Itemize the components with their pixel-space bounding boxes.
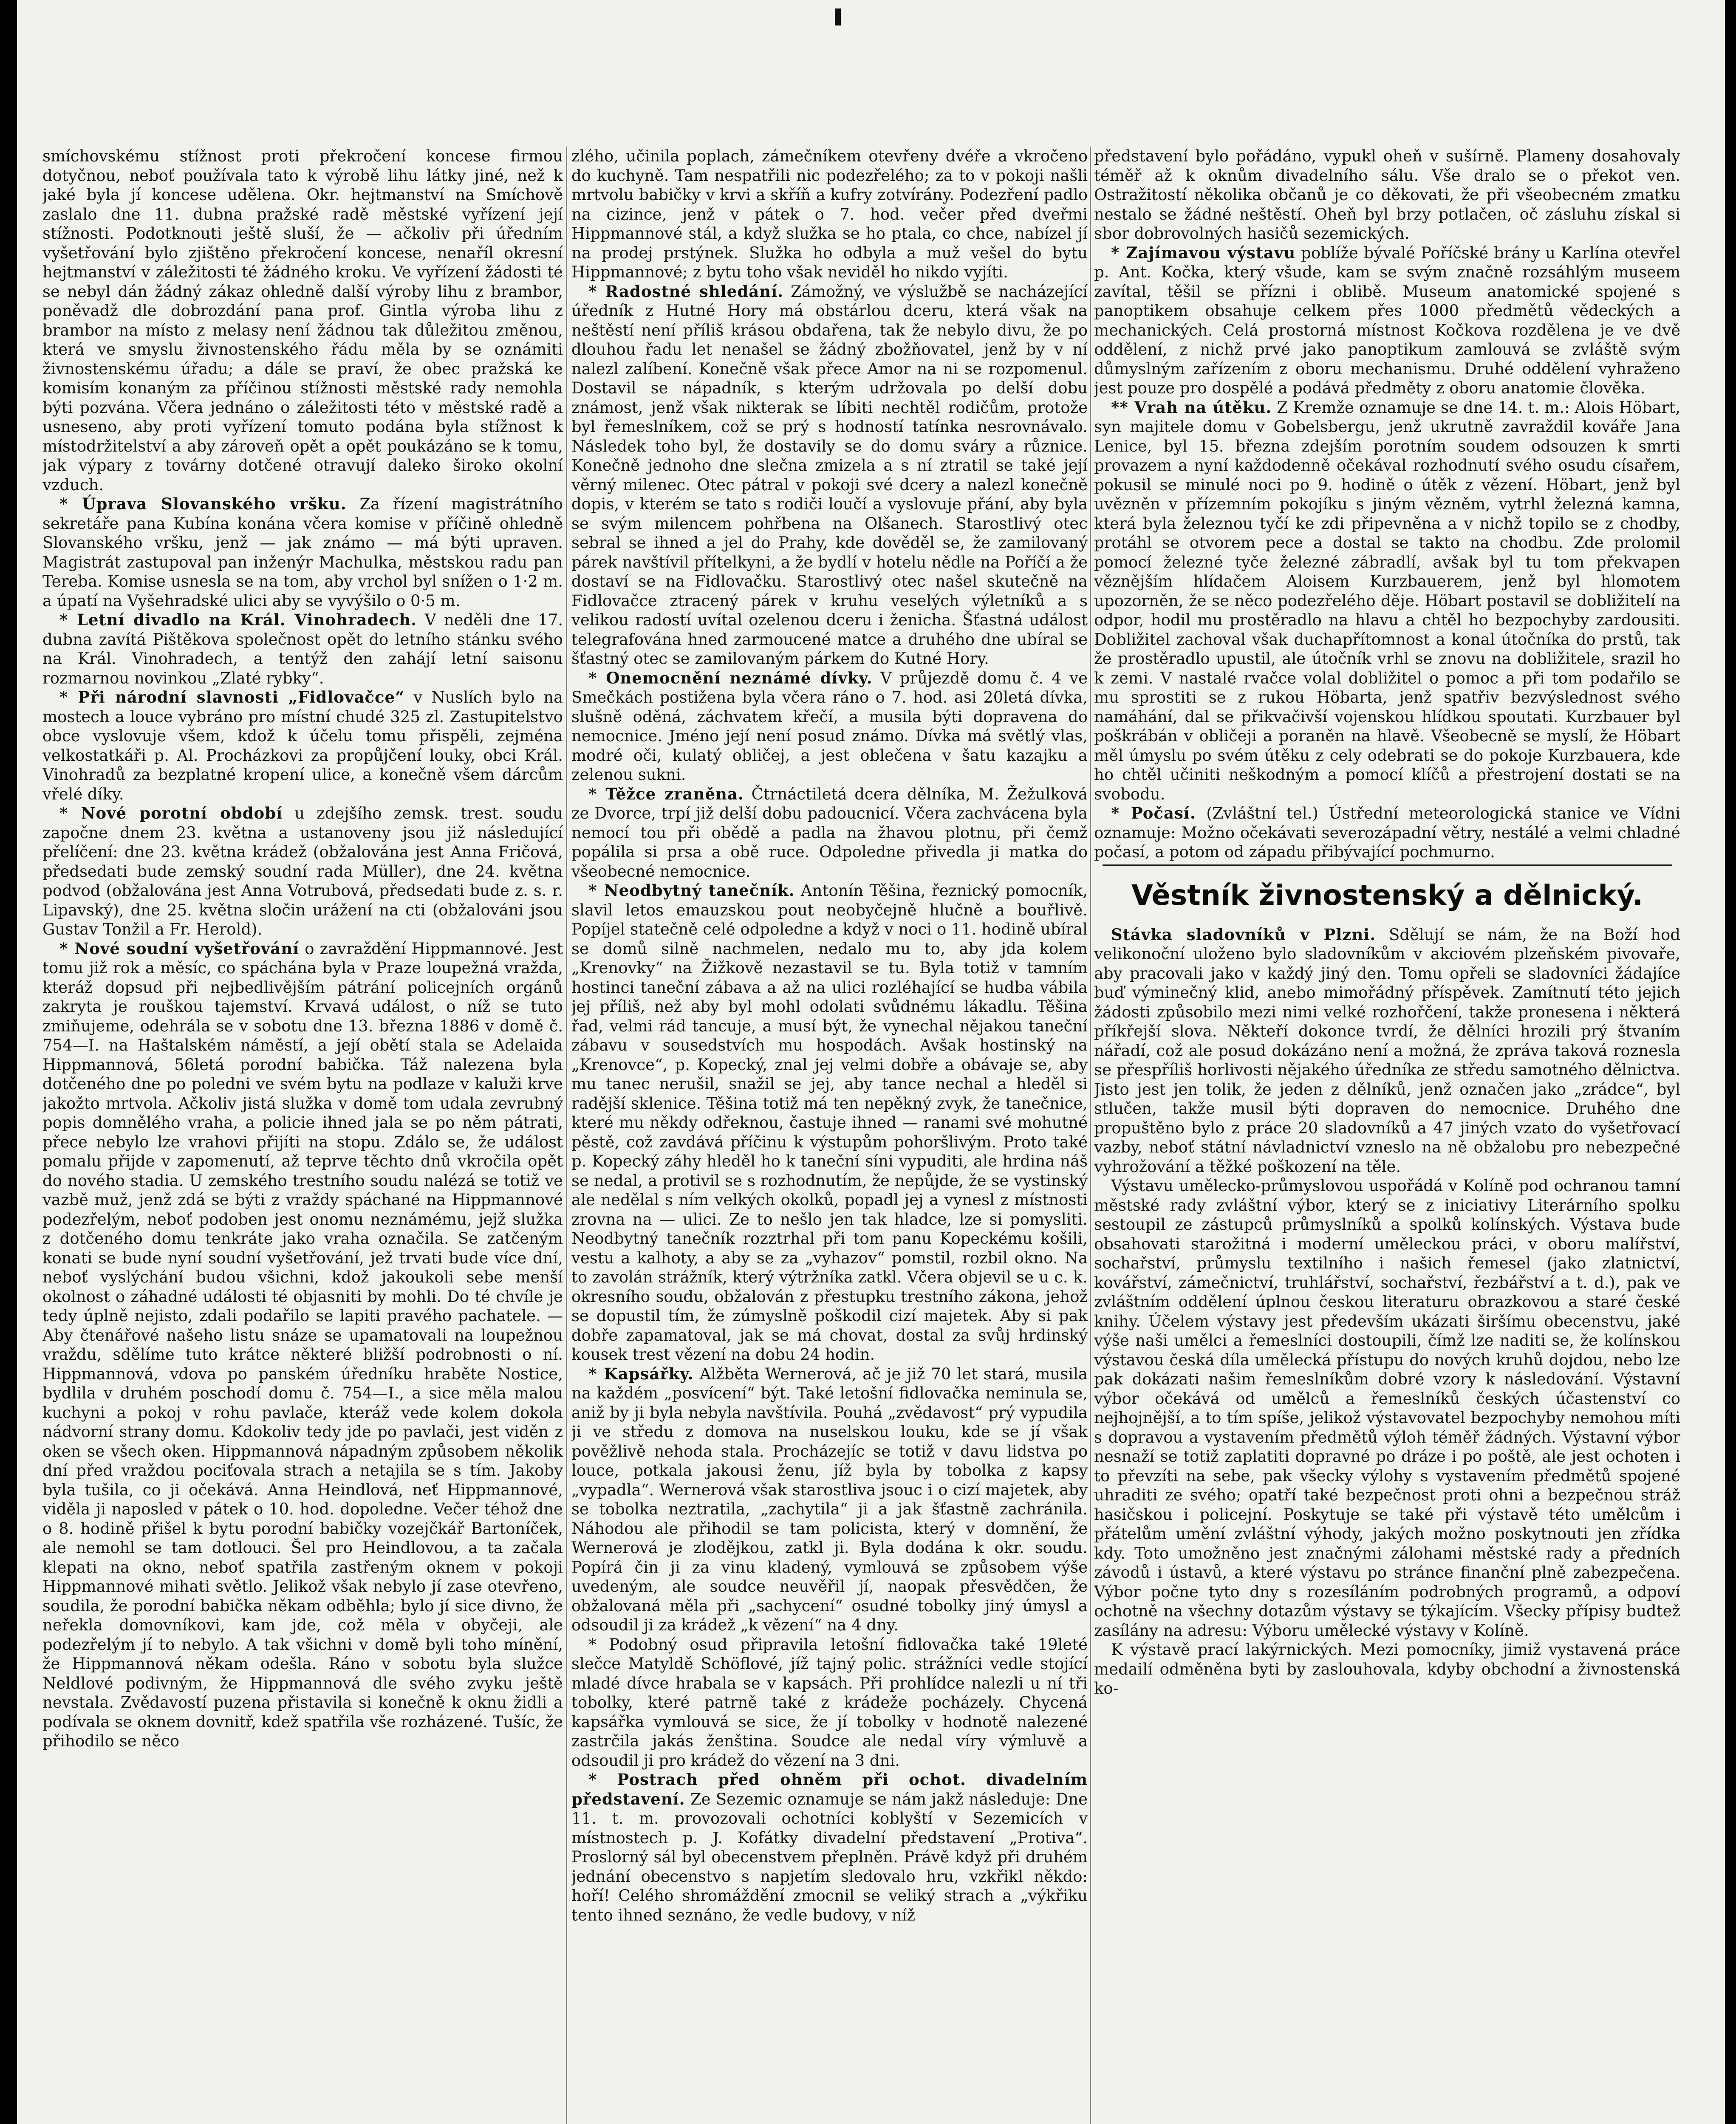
article-lead: * Počasí.	[1111, 804, 1196, 822]
article-lead: ** Vrah na útěku.	[1111, 398, 1272, 417]
article-text: v Nuslích bylo na mostech a louce vybráno pro místní chudé 325 zl. Zastupitelstvo obce vyslovuje všem, kdož k účelu tomu přispěli, zejména velkostatkáři p. Al. Procházkovi za propůjčení louky, obci Král. Vinohradů za bezplatné kropení ulice, a konečně všem dárcům vřelé díky.	[42, 688, 563, 803]
article-paragraph	[1094, 1640, 1680, 1698]
section-heading: Věstník živnostenský a dělnický.	[1131, 878, 1643, 912]
article-text: K výstavě prací lakýrnických. Mezi pomocníky, jimiž vystavená práce medailí odměněna byti by zaslouhovala, kdyby obchodní a živnostenská ko-	[1094, 1641, 1680, 1698]
newspaper-page	[17, 0, 1725, 2124]
article-text: Čtrnáctiletá dcera dělníka, M. Žežulková ze Dvorce, trpí již delší dobu padoucnicí. Včera zachvácena byla nemocí tou při obědě a padla na žhavou plotnu, při čemž popálila si prsa a obě ruce. Odpoledne přivedla ji matka do všeobecné nemocnice.	[571, 785, 1088, 881]
column-rule	[566, 147, 567, 2124]
article-lead: * Zajímavou výstavu	[1111, 243, 1296, 262]
article-text: smíchovskému stížnost proti překročení koncese firmou dotyčnou, neboť používala tato k výrobě lihu látky jiné, než k jaké byla jí koncese udělena. Okr. hejtmanství na Smíchově zaslalo dne 11. dubna pražské radě městské vyřízení její stížnosti. Podotknouti ještě sluší, že — ačkoliv při úředním vyšetřování bylo zjištěno překročení koncese, nenaříl okresní hejtmanství v záležitosti té žádného kroku. Ve vyřízení žádosti té se nebyl dán žádný zákaz ohledně další výroby lihu z brambor, poněvadž dle dobrozdání pana prof. Gintla výroba lihu z brambor na místo z melasy není žádnou tak důležitou změnou, která ve smyslu živnostenského řádu měla by se oznámiti živnostenskému úřadu; a dále se praví, že obec pražská ke komisím konaným za příčinou stížnosti městské rady nemohla býti pozvána. Včera jednáno o záležitosti této v městské radě a usneseno, aby proti vyřízení tomuto podána byla stížnost k místodržitelství a aby zároveň opět a opět poukázáno se k tomu, jak výpary z továrny dotčené otravují daleko široko okolní vzduch.	[42, 147, 563, 494]
article-text: Sdělují se nám, že na Boží hod velikonoční uloženo bylo sladovníkům v akciovém plzeňském pivovaře, aby pracovali jako v každý jiný den. Tomu opřeli se sladovníci žádajíce buď výminečný klid, anebo mimořádný příspěvek. Zamítnutí této jejich žádosti způsobilo mezi nimi velké rozhořčení, takže pronesena i některá příkřejší slova. Někteří dokonce tvrdí, že dělníci hrozili prý štvaním nářadí, což ale posud dokázáno není a možná, že zpráva taková roznesla se přespříliš horlivosti nějakého úředníka ze středu samotného dělnictva. Jisto jest jen tolik, že jeden z dělníků, jenž označen jako „zrádce“, byl stlučen, takže musil býti dopraven do nemocnice. Druhého dne propuštěno bylo z práce 20 sladovníků a 47 jiných vzato do vyšetřovací vazby, neboť státní návladnictví vzneslo na ně obžalobu pro nebezpečné vyhrožování a těžké poškození na těle.	[1094, 925, 1680, 1176]
article-paragraph	[1094, 925, 1680, 1177]
article-paragraph	[571, 282, 1088, 669]
page-speck	[835, 8, 841, 25]
article-lead: * Nové porotní období	[59, 804, 283, 822]
article-lead: Stávka sladovníků v Plzni.	[1111, 925, 1376, 944]
article-lead: * Při národní slavnosti „Fidlovačce“	[59, 688, 405, 706]
article-text: zlého, učinila poplach, zámečníkem otevřeny dvéře a vkročeno do kuchyně. Tam nespatřili nic podezřelého; za to v pokoji našli mrtvolu babičky v krvi a skříň a kufry zotvírány. Podezření padlo na cizince, jenž v pátek o 7. hod. večer před dveřmi Hippmannové stál, a když služka se ho ptala, co chce, nabízel jí na prodej prstýnek. Služka ho odbyla a muž vešel do bytu Hippmannové; z bytu toho však neviděl ho nikdo vyjíti.	[571, 147, 1088, 281]
article-text: poblíže bývalé Poříčské brány u Karlína otevřel p. Ant. Kočka, který všude, kam se svým značně rozsáhlým museem zavítal, těšil se přízni i oblibě. Museum anatomické spojené s panoptikem obsahuje celkem přes 1000 předmětů vědeckých a mechanických. Celá prostorná místnost Kočkova rozdělena je ve dvě oddělení, z nichž prvé jako panoptikum zamlouvá se zvláště svým důmyslným zařízením z oboru mechanismu. Druhé oddělení vyhraženo jest pouze pro dospělé a podává předměty z oboru anatomie člověka.	[1094, 243, 1680, 397]
article-text: * Podobný osud připravila letošní fidlovačka také 19leté slečce Matyldě Schöflové, jíž tajný polic. strážníci vedle stojící mladé dívce hrabala se v kapsách. Při prohlídce nalezli u ní tři tobolky, které patrně také z krádeže pocházely. Chycená kapsářka vymlouvá se sice, že jí tobolky v hodnotě nalezené zastrčila jakás ženština. Soudce ale nedal víry výmluvě a odsoudil ji pro krádež do vězení na 3 dni.	[571, 1635, 1088, 1770]
article-paragraph	[42, 147, 563, 494]
column-2	[571, 147, 1088, 2124]
article-paragraph	[42, 939, 563, 1751]
section-rule	[1103, 864, 1672, 866]
article-paragraph	[571, 785, 1088, 881]
article-text: u zdejšího zemsk. trest. soudu započne dnem 23. května a ustanoveny jsou již následující přelíčení: dne 23. května krádež (obžalována jest Anna Fričová, předsedati bude zemský soudní rada Müller), dne 24. května podvod (obžalována jest Anna Votrubová, předsedati bude z. s. r. Lipavský), dne 25. května sločin urážení na cti (obžalováni jsou Gustav Tonžil a Fr. Herold).	[42, 804, 563, 938]
article-paragraph	[42, 688, 563, 804]
article-text: Zámožný, ve výslužbě se nacházející úředník z Hutné Hory má obstárlou dceru, která však na neštěstí není příliš krásou obdařena, tak že nebylo divu, že po dlouhou řadu let nenašel se žádný zbožňovatel, jenž by v ní nalezl zalíbení. Konečně však přece Amor na ni se rozpomenul. Dostavil se nápadník, s kterým udržovala po delší dobu známost, jenž však nikterak se líbiti nechtěl rodičům, protože byl řemeslníkem, což se prý s hodností tatínka nesrovnávalo. Následek toho byl, že dostavily se do domu sváry a různice. Konečně jednoho dne slečna zmizela a s ní ztratil se také její věrný milenec. Otec pátral v pokoji své dcery a nalezl konečně dopis, v kterém se tato s rodiči loučí a vyslovuje přání, aby byla se svým milencem pohřbena na Olšanech. Starostlivý otec sebral se ihned a jel do Prahy, kde dověděl se, že zamilovaný párek navštívil přítelkyni, a že bydlí v hotelu nědle na Poříčí a že dostaví se na Fidlovačku. Starostlivý otec našel skutečně na Fidlovačce ztracený párek v kruhu veselých výletníků a s velikou radostí uvítal ozelenou dceru i ženicha. Šťastná událost telegrafována hned zarmoucené matce a druhého dne ubíral se šťastný otec se zamilovaným párkem do Kutné Hory.	[571, 282, 1088, 668]
column-3	[1094, 147, 1680, 2124]
article-lead: * Letní divadlo na Král. Vinohradech.	[59, 610, 417, 629]
article-text: (Zvláštní tel.) Ústřední meteorologická stanice ve Vídni oznamuje: Možno očekávati severozápadní větry, nestálé a velmi chladné počasí, a potom od západu přibývající pochmurno.	[1094, 804, 1680, 861]
article-text: představení bylo pořádáno, vypukl oheň v sušírně. Plameny dosahovaly téměř až k oknům divadelního sálu. Vše dralo se o překot ven. Ostražitostí několika občanů je co děkovati, že při všeobecném zmatku nestalo se žádné neštěstí. Oheň byl brzy potlačen, oč zásluhu získal si sbor dobrovolných hasičů sezemických.	[1094, 147, 1680, 243]
article-paragraph	[1094, 147, 1680, 243]
article-text: V neděli dne 17. dubna zavítá Pištěkova společnost opět do letního stánku svého na Král. Vinohradech, a tentýž den zahájí letní saisonu rozmarnou novinkou „Zlaté rybky“.	[42, 611, 563, 687]
article-paragraph	[571, 1364, 1088, 1635]
article-text: Alžběta Wernerová, ač je již 70 let stará, musila na každém „posvícení“ být. Také letošní fidlovačka neminula se, aniž by ji byla nebyla navštívila. Pouhá „zvědavost“ prý vypudila ji ve středu z domova na nuselskou louku, kde se jí však pověžlivě nehoda stala. Procházejíc se totiž v davu lidstva po louce, potkala jakousi ženu, jíž byla by tobolka z kapsy „vypadla“. Wernerová však starostliva jsouc i o cizí majetek, aby se tobolka neztratila, „zachytila“ ji a jak šťastně zachránila. Náhodou ale přihodil se tam policista, který v domnění, že Wernerová je zlodějkou, zatkl ji. Byla dodána k okr. soudu. Popírá čin ji za vinu kladený, vymlouvá se způsobem výše uvedeným, ale soudce neuvěřil jí, naopak přesvědčen, že obžalovaná měla při „sachycení“ osudné tobolky jiný úmysl a odsoudil ji za krádež „k vězení“ na 4 dny.	[571, 1364, 1088, 1634]
article-text: V průjezdě domu č. 4 ve Smečkách postižena byla včera ráno o 7. hod. asi 20letá dívka, slušně oděná, záchvatem křečí, a musila býti dopravena do nemocnice. Jméno její není posud známo. Dívka má světlý vlas, modré oči, kulatý obličej, a jest oblečena v šatu kazajku a zelenou sukni.	[571, 669, 1088, 784]
article-paragraph	[1094, 398, 1680, 804]
article-paragraph	[1094, 1176, 1680, 1640]
article-paragraph	[42, 804, 563, 939]
article-lead: * Kapsářky.	[588, 1364, 694, 1383]
article-text: Antonín Těšina, řeznický pomocník, slavil letos emauzskou pout neobyčejně hlučně a bouřlivě. Popíjel statečně celé odpoledne a když v noci o 11. hodině ubíral se domů silně nachmelen, nedalo mu to, aby jda kolem „Krenovky“ na Žižkově nezastavil se tu. Byla totiž v tamním hostinci taneční zábava a až na ulici rozléhající se hudba vábila jej příliš, než aby byl mohl odolati svůdnému lákadlu. Těšina řad, velmi rád tancuje, a musí být, že vynechal nějakou taneční zábavu v sousedstvích mu hospodách. Avšak hostinský na „Krenovce“, p. Kopecký, znal jej velmi dobře a obávaje se, aby mu tanec nerušil, snažil se jej, aby tance nechal a hleděl si radější sklenice. Těšina totiž má ten nepěkný zvyk, že tanečnice, které mu někdy odřeknou, častuje ihned — ranami své mohutné pěstě, což zavdává příčinu k výstupům pohoršlivým. Proto také p. Kopecký záhy hleděl ho k taneční síni vypuditi, ale hrdina náš se nedal, a protivil se s rozhodnutím, že nepůjde, že se vystinský ale nedělal s ním velkých okolků, popadl jej a vynesl z místnosti zrovna na — ulici. Ze to nešlo jen tak hladce, lze si pomysliti. Neodbytný tanečník rozztrhal při tom panu Kopeckému košili, vestu a kalhoty, a aby se za „vyhazov“ pomstil, rozbil okno. Na to zavolán strážník, který výtržníka zatkl. Včera objevil se u c. k. okresního soudu, obžalován z přestupku trestního zákona, jehož se dopustil tím, že zúmyslně poškodil cizí majetek. Aby si pak dobře zapamatoval, jak se má chovat, dostal za svůj hrdinský kousek trest vězení na dobu 24 hodin.	[571, 881, 1088, 1364]
article-lead: * Neodbytný tanečník.	[588, 881, 795, 900]
article-text: Ze Sezemic oznamuje se nám jakž následuje: Dne 11. t. m. provozovali ochotníci koblyští v Sezemicích v místnostech p. J. Kofátky divadelní představení „Protiva“. Proslorný sál byl obecenstvem přeplněn. Právě když při druhém jednání obecenstvo s napjetím sledovalo hru, vzkřikl někdo: hoří! Celého shromáždění zmocnil se veliký strach a „výkřiku tento ihned seznáno, že vedle budovy, v níž	[571, 1790, 1088, 1924]
article-lead: * Nové soudní vyšetřování	[59, 939, 300, 958]
article-lead: * Postrach před ohněm při ochot. divadelním představení.	[571, 1770, 1088, 1808]
article-paragraph	[571, 147, 1088, 282]
article-paragraph	[571, 881, 1088, 1364]
column-1	[42, 147, 563, 2124]
article-text: Za řízení magistrátního sekretáře pana Kubína konána včera komise v příčině ohledně Slovanského vršku, jenž — jak známo — má býti upraven. Magistrát zastupoval pan inženýr Machulka, městskou radu pan Tereba. Komise usnesla se na tom, aby vrchol byl snížen o 1·2 m. a úpatí na Vyšehradské ulici aby se vyvýšilo o 0·5 m.	[42, 495, 563, 610]
article-text: o zavraždění Hippmannové. Jest tomu již rok a měsíc, co spáchána byla v Praze loupežná vražda, kteráž dopsud při nejbedlivějším pátrání policejních orgánů zakryta je rouškou tajemství. Krvavá událost, o níž se tuto zmiňujeme, odehrála se v sobotu dne 13. března 1886 v domě č. 754—I. na Haštalském náměstí, a její obětí stala se Adelaida Hippmannová, 56letá porodní babička. Táž nalezena byla dotčeného dne po poledni ve svém bytu na podlaze v kaluži krve jakožto mrtvola. Ačkoliv jistá služka v domě tom udala zevrubný popis domnělého vraha, a policie ihned jala se po něm pátrati, přece nebylo lze vrahovi přijíti na stopu. Zdálo se, že událost pomalu přijde v zapomenutí, až teprve těchto dnů vkročila opět do nového stadia. U zemského trestního soudu nalézá se totiž ve vazbě muž, jenž zdá se býti z vraždy spáchané na Hippmannové podezřelým, neboť podoben jest onomu neznámému, jejž služka z dotčeného domu tenkráte jako vraha označila. Se zatčeným konati se bude nyní soudní vyšetřování, jež trvati bude více dní, neboť vyslýchání budou všichni, kdož jakoukoli sebe menší okolnost o záhadné události té objasniti by mohli. Do té chvíle je tedy úplně nejisto, zdali podařilo se lapiti pravého pachatele. — Aby čtenářové našeho listu snáze se upamatovali na loupežnou vraždu, sdělíme tuto krátce některé bližší podrobnosti o ní. Hippmannová, vdova po panském úředníku hraběte Nostice, bydlila v druhém poschodí domu č. 754—I., a sice měla malou kuchyni a pokoj v rohu pavlače, kteráž vede kolem dokola nádvorní strany domu. Kdokoliv tedy jde po pavlači, jest viděn z oken se všech oken. Hippmannová nápadným způsobem několik dní před vraždou pociťovala strach a netajila se s tím. Jakoby byla tušila, co ji očekává. Anna Heindlová, neť Hippmannové, viděla ji naposled v pátek o 10. hod. dopoledne. Večer téhož dne o 8. hodině přišel k bytu porodní babičky vozejčkář Bartoníček, ale nemohl se tam dotlouci. Šel pro Heindlovou, a ta začala klepati na okno, neboť spatřila zastřeným oknem v pokoji Hippmannové mihati světlo. Jelikož však nebylo jí zase otevřeno, soudila, že porodní babička někam odběhla; bylo jí sice divno, že neřekla domovníkovi, kam jde, což měla v obyčeji, ale podezřelým jí to nebylo. A tak všichni v domě byli toho mínění, že Hippmannová někam odešla. Ráno v sobotu byla služce Neldlové podivným, že Hippmannová dle svého zvyku ještě nevstala. Zvědavostí puzena přistavila si konečně k oknu židli a podívala se oknem dovnitř, kdež spatřila vše rozházené. Tušíc, že přihodilo se něco	[42, 939, 563, 1750]
article-paragraph	[1094, 243, 1680, 398]
article-paragraph	[42, 494, 563, 610]
article-lead: * Úprava Slovanského vršku.	[59, 494, 347, 513]
article-paragraph	[571, 1770, 1088, 1925]
column-rule	[1090, 147, 1091, 2124]
article-lead: * Onemocnění neznámé dívky.	[588, 668, 873, 687]
article-paragraph	[571, 669, 1088, 785]
article-text: Z Kremže oznamuje se dne 14. t. m.: Alois Höbart, syn majitele domu v Gobelsbergu, jenž ukrutně zavraždil kováře Jana Lenice, byl 15. března zdejším porotním soudem odsouzen k smrti provazem a nyní každodenně očekával rozhodnutí svého osudu císařem, pokusil se minulé noci po 9. hodině o útěk z vězení. Höbart, jenž byl uvězněn v přízemním pokojíku s jiným vězněm, vytrhl železná kamna, která byla železnou tyčí ke zdi připevněna a v nichž topilo se z chodby, protáhl se otvorem pece a dostal se takto na chodbu. Zde prolomil pomocí železné tyče železné zábradlí, avšak byl tu tom překvapen věznějším hlídačem Aloisem Kurzbauerem, jenž byl hlomotem upozorněn, že se něco podezřelého děje. Höbart postavil se dobližitelí na odpor, hodil mu prostěradlo na hlavu a chtěl ho bezpochyby zardousiti. Dobližitel zachoval však duchapřítomnost a konal útočníka do prstů, tak že prostěradlo upustil, ale útočník vrhl se znovu na dobližitele, srazil ho k zemi. V nastalé rvačce volal dobližitel o pomoc a při tom podařilo se mu sprostiti se z rukou Höbarta, jenž spatřiv bezvýslednost svého namáhání, dal se přikvačivší vojenskou hlídkou spoutati. Kurzbauer byl poškrábán v obličeji a poraněn na hlavě. Všeobecně se myslí, že Höbart měl úmyslu po svém útěku z cely odebrati se do pokoje Kurzbauera, kde ho chtěl učiniti neškodným a pomocí klíčů a přestrojení dostati se na svobodu.	[1094, 398, 1680, 803]
article-paragraph	[42, 610, 563, 688]
article-lead: * Radostné shledání.	[588, 282, 784, 301]
article-text: Výstavu umělecko-průmyslovou uspořádá v Kolíně pod ochranou tamní městské rady zvláštní výbor, který se z iniciativy Literárního spolku sestoupil ze zástupců průmyslníků a spolků kolínských. Výstava bude obsahovati starožitná i moderní uměleckou práci, v oboru malířství, sochařství, průmyslu textilního i našich řemesel (jako zlatnictví, kovářství, zámečnictví, truhlářství, sochařství, řezbářství a t. d.), pak ve zvláštním oddělení úplnou českou literaturu obrazkovou a staré české knihy. Účelem výstavy jest především ukázati širšímu obecenstvu, jaké výše naši umělci a řemeslníci dostoupili, čímž lze naditi se, že kolínskou výstavou česká díla umělecká přístupu do nových kruhů dojdou, nebo lze pak dokázati našim řemeslníkům dobré vzory k následování. Výstavní výbor očekává od umělců a řemeslníků českých účastenství co nejhojnější, a to tím spíše, jelikož výstavovatel bezpochyby nemohou míti s dopravou a vystavením předmětů výloh téměř žádných. Výstavní výbor nesnaží se totiž zaplatiti dopravné po dráze i po poště, ale jest ochoten i to převzíti na sebe, pak všecky výlohy s vystavením předmětů spojené uhraditi ze svého; opatří také bezpečnost proti ohni a bezpečnou stráž hasičskou i policejní. Poskytuje se také při výstavě této umělcům i přátelům umění zvláštní výhody, jakých možno poskytnouti jen zřídka kdy. Toto umožněno jest značnými zálohami městské rady a předních závodů i ústavů, a které výstavu po stránce finanční plně zabezpečena. Výbor počne tyto dny s rozesíláním podrobných programů, a odpoví ochotně na všechny dotazům výstavy se týkajícím. Všecky přípisy budtež zasílány na adresu: Výboru umělecké výstavy v Kolíně.	[1094, 1177, 1680, 1640]
article-paragraph	[571, 1635, 1088, 1771]
article-paragraph	[1094, 804, 1680, 862]
article-lead: * Těžce zraněna.	[588, 784, 744, 803]
